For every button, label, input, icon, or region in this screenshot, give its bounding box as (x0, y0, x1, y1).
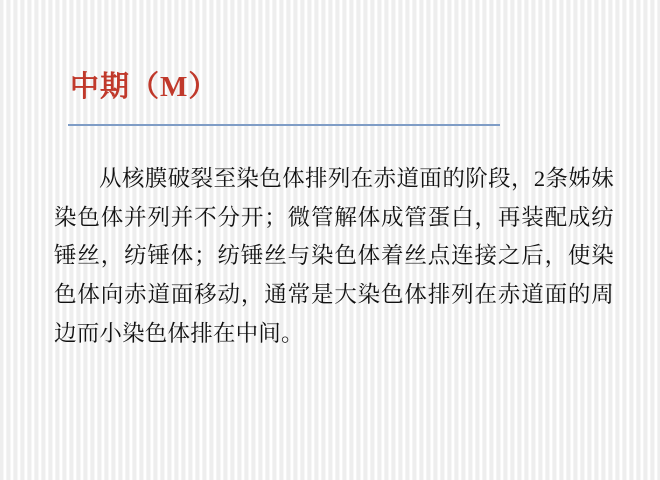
title-divider (68, 124, 500, 126)
page-title: 中期（M） (70, 71, 219, 103)
slide-body-area (54, 160, 614, 353)
body-paragraph: 从核膜破裂至染色体排列在赤道面的阶段，2条姊妹染色体并列并不分开；微管解体成管蛋白，再装配成纺锤丝，纺锤体；纺锤丝与染色体着丝点连接之后，使染色体向赤道面移动，通常是大染色体排列在赤道面的周边而小染色体排在中间。 (54, 166, 614, 346)
slide-title-area (70, 72, 510, 104)
